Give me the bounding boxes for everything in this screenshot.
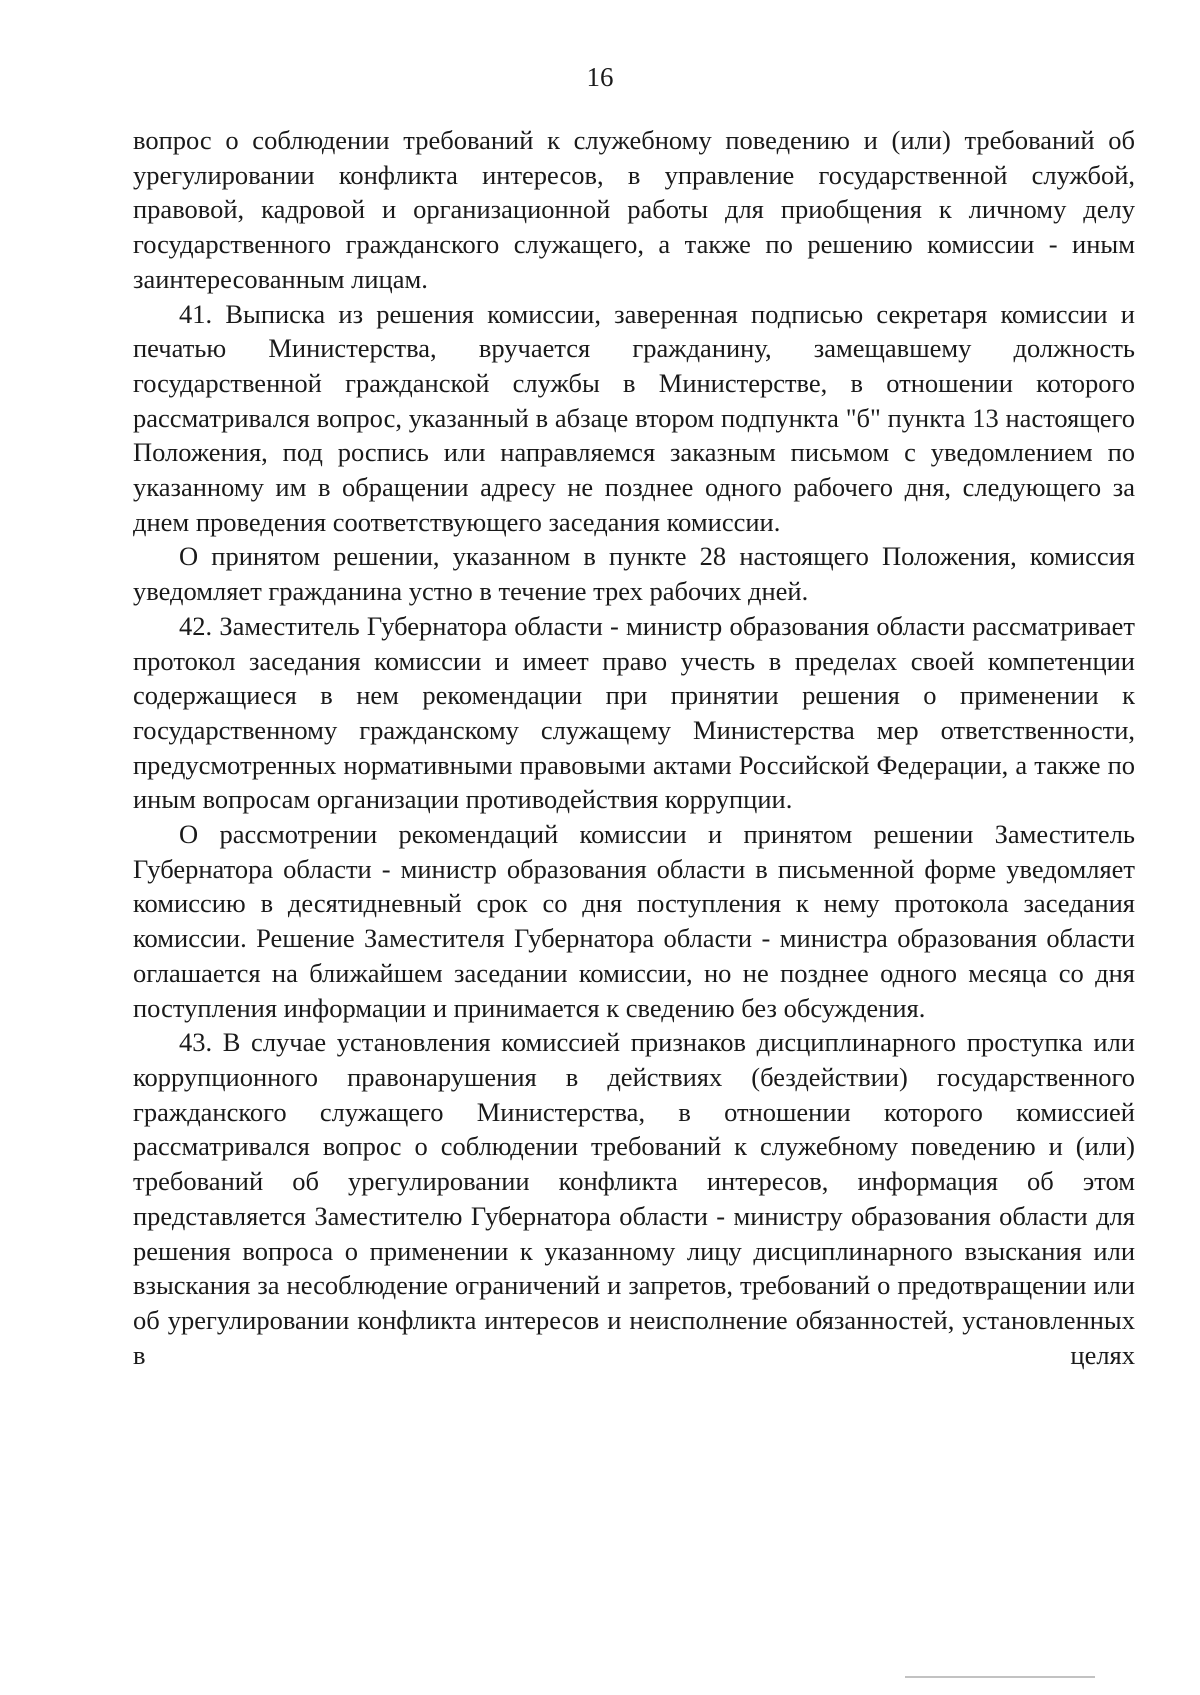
paragraph-41-notice: О принятом решении, указанном в пункте 28 настоящего Положения, комиссия уведомляет гражданина устно в течение трех рабочих дней. xyxy=(133,541,1135,607)
page-number: 16 xyxy=(586,62,614,92)
document-body xyxy=(133,123,1135,1372)
paragraph-41: 41. Выписка из решения комиссии, заверенная подписью секретаря комиссии и печатью Министерства, вручается гражданину, замещавшему должность государственной гражданской службы в Министерстве, в отношении которого рассматривался вопрос, указанный в абзаце втором подпункта "б" пункта 13 настоящего Положения, под роспись или направляемся заказным письмом с уведомлением по указанному им в обращении адресу не позднее одного рабочего дня, следующего за днем проведения соответствующего заседания комиссии. xyxy=(133,298,1135,537)
scan-edge-line xyxy=(905,1676,1095,1678)
paragraph-43: 43. В случае установления комиссией признаков дисциплинарного проступка или коррупционного правонарушения в действиях (бездействии) государственного гражданского служащего Министерства, в отношении которого комиссией рассматривался вопрос о соблюдении требований к служебному поведению и (или) требований об урегулировании конфликта интересов, информация об этом представляется Заместителю Губернатора области - министру образования области для решения вопроса о применении к указанному лицу дисциплинарного взыскания или взыскания за несоблюдение ограничений и запретов, требований о предотвращении или об урегулировании конфликта интересов и неисполнение обязанностей, установленных в целях xyxy=(133,1027,1135,1370)
paragraph-continuation: вопрос о соблюдении требований к служебному поведению и (или) требований об урегулировании конфликта интересов, в управление государственной службой, правовой, кадровой и организационной работы для приобщения к личному делу государственного гражданского служащего, а также по решению комиссии - иным заинтересованным лицам. xyxy=(133,125,1135,294)
paragraph-42-decision: О рассмотрении рекомендаций комиссии и принятом решении Заместитель Губернатора области - министр образования области в письменной форме уведомляет комиссию в десятидневный срок со дня поступления к нему протокола заседания комиссии. Решение Заместителя Губернатора области - министра образования области оглашается на ближайшем заседании комиссии, но не позднее одного месяца со дня поступления информации и принимается к сведению без обсуждения. xyxy=(133,819,1135,1023)
paragraph-42: 42. Заместитель Губернатора области - министр образования области рассматривает протокол заседания комиссии и имеет право учесть в пределах своей компетенции содержащиеся в нем рекомендации при принятии решения о применении к государственному гражданскому служащему Министерства мер ответственности, предусмотренных нормативными правовыми актами Российской Федерации, а также по иным вопросам организации противодействия коррупции. xyxy=(133,610,1135,815)
